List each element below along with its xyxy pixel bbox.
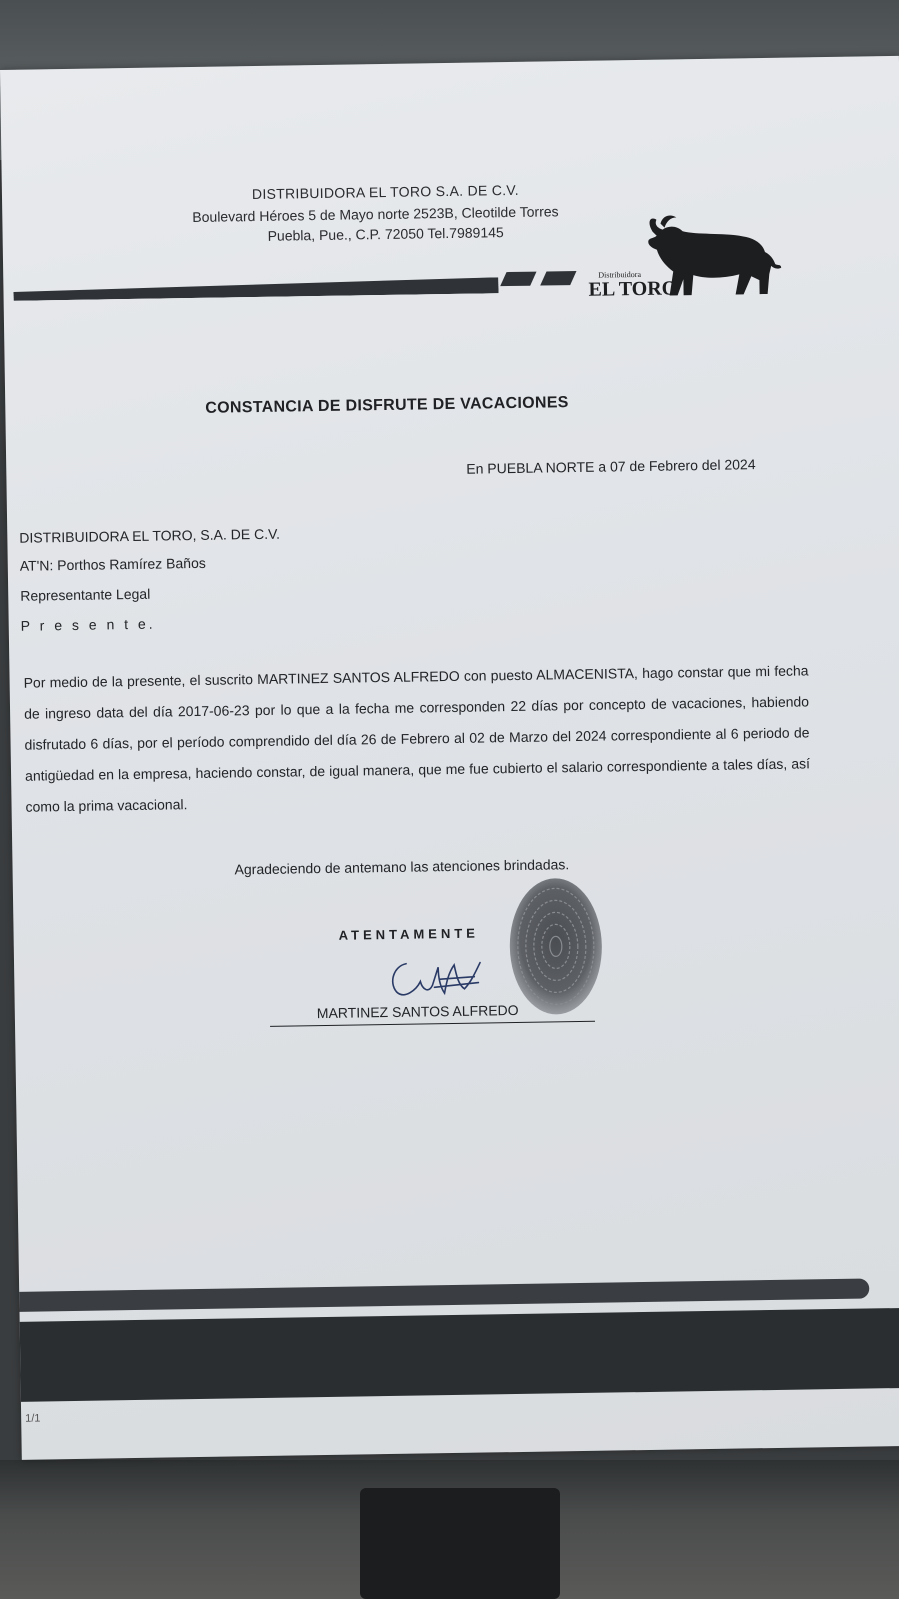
handwritten-signature — [384, 942, 495, 1004]
company-name: DISTRIBUIDORA EL TORO S.A. DE C.V. — [251, 181, 520, 203]
company-address: Boulevard Héroes 5 de Mayo norte 2523B, Cleotilde Torres — [192, 203, 559, 225]
logo-small-text: Distribuidora — [598, 269, 642, 280]
document-date: En PUEBLA NORTE a 07 de Febrero del 2024 — [466, 456, 756, 477]
company-logo — [587, 208, 789, 311]
addressee-presente: P r e s e n t e. — [20, 615, 156, 634]
footer-band — [20, 1308, 899, 1402]
document-title: CONSTANCIA DE DISFRUTE DE VACACIONES — [205, 394, 569, 417]
addressee-role: Representante Legal — [20, 585, 151, 604]
document-page — [0, 56, 899, 1460]
header-stripe — [540, 271, 576, 286]
signoff: ATENTAMENTE — [338, 925, 480, 943]
signer-name: MARTINEZ SANTOS ALFREDO — [316, 1001, 519, 1022]
body-paragraph: Por medio de la presente, el suscrito MARTINEZ SANTOS ALFREDO con puesto ALMACENISTA, hago constar que mi fecha de ingreso data del día 2017-06-23 por lo que a la fecha me corresponden 22 días por concepto de vacaciones, habiendo disfrutado 6 días, por el período comprendido del día 26 de Febrero al 02 de Marzo del 2024 correspondiente al 6 periodo de antigüedad en la empresa, haciendo constar, de igual manera, que me fue cubierto el salario correspondiente a tales días, así como la prima vacacional. — [23, 662, 811, 815]
addressee-company: DISTRIBUIDORA EL TORO, S.A. DE C.V. — [19, 525, 281, 546]
addressee-attention: AT'N: Porthos Ramírez Baños — [19, 554, 206, 574]
background-bottom — [0, 1460, 899, 1599]
company-city: Puebla, Pue., C.P. 72050 Tel.7989145 — [267, 224, 504, 244]
header-bar — [13, 277, 498, 301]
header-stripe — [500, 272, 536, 287]
background-object — [360, 1488, 560, 1599]
logo-text: EL TORO — [588, 277, 678, 301]
footer-bar — [19, 1278, 869, 1311]
closing-line: Agradeciendo de antemano las atenciones brindadas. — [234, 856, 570, 878]
page-indicator: 1/1 — [25, 1412, 41, 1425]
fingerprint-mark — [505, 876, 607, 1028]
